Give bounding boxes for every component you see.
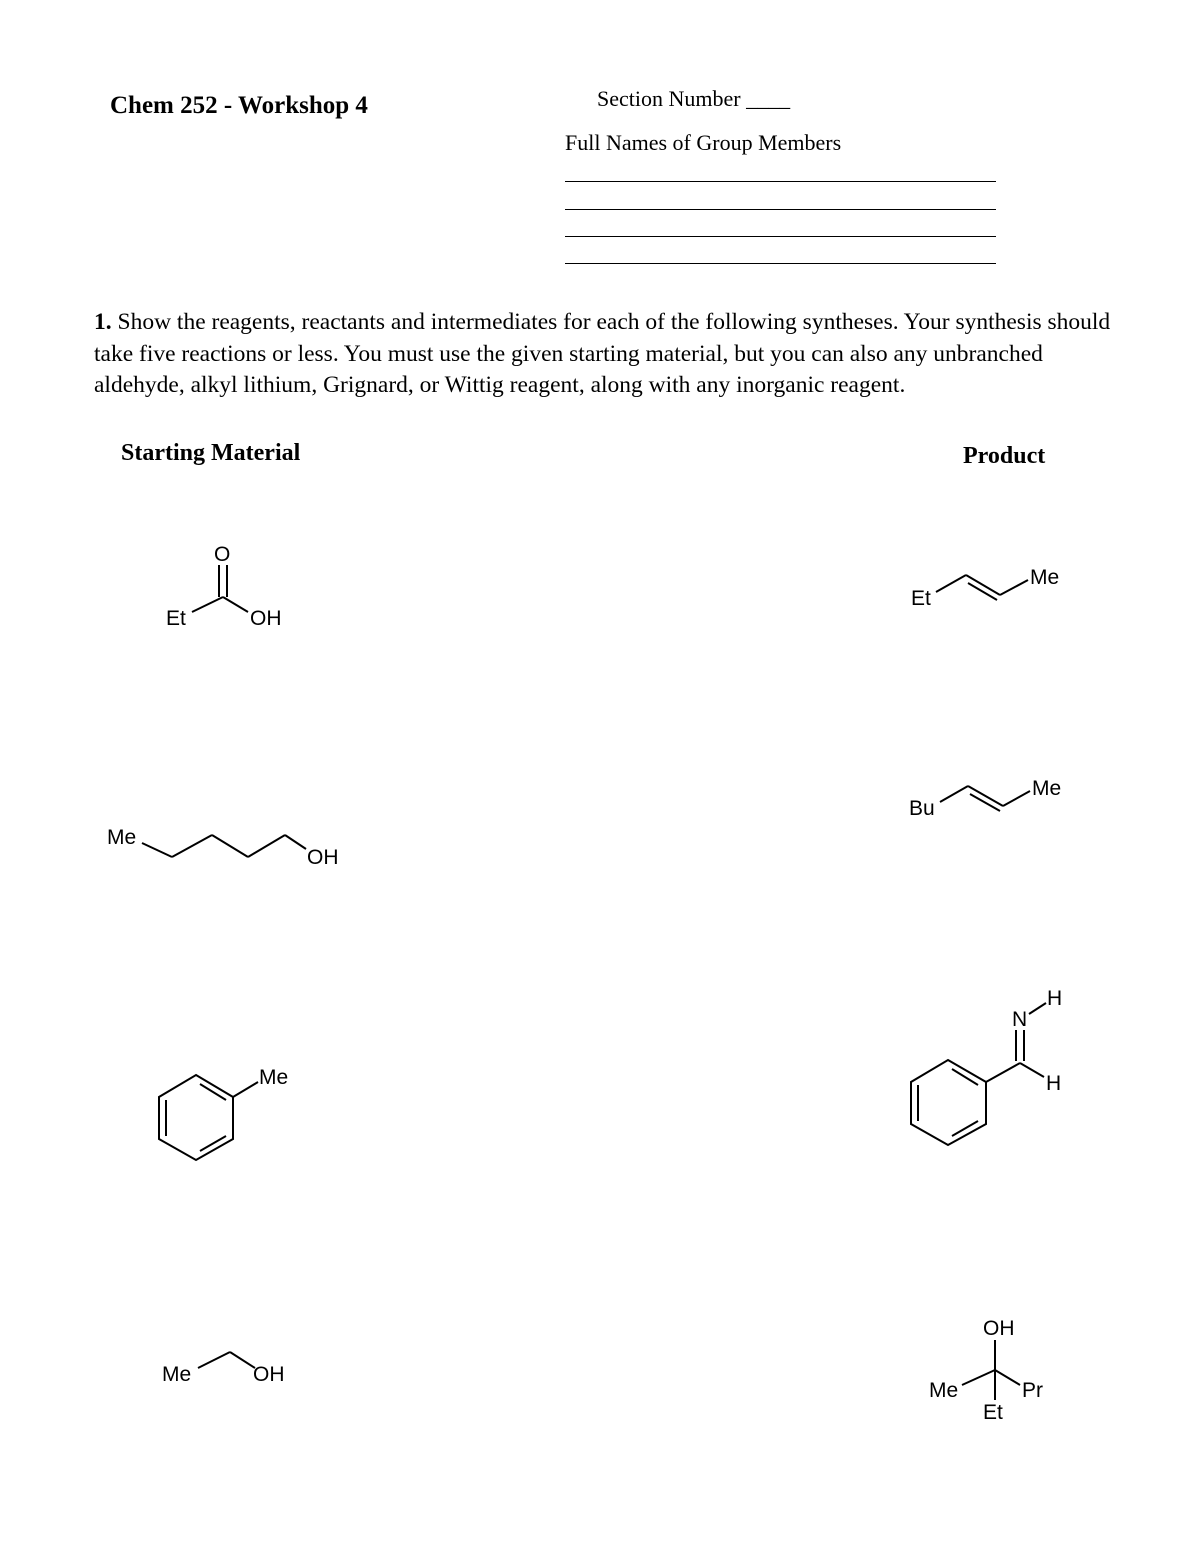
group-members-label: Full Names of Group Members: [565, 130, 842, 155]
atom-label-et: Et: [911, 587, 931, 610]
atom-label-et: Et: [166, 607, 186, 630]
bond: [995, 1370, 1020, 1385]
atom-label-n: N: [1012, 1008, 1028, 1031]
atom-label-oh: OH: [250, 607, 282, 630]
question-number: 1.: [94, 309, 112, 335]
atom-label-et: Et: [983, 1401, 1003, 1424]
atom-label-me: Me: [1030, 566, 1060, 589]
atom-label-me: Me: [259, 1066, 289, 1089]
starting-material-header: Starting Material: [121, 440, 301, 466]
atom-label-pr: Pr: [1022, 1379, 1043, 1402]
atom-label-oh: OH: [253, 1363, 285, 1386]
atom-label-me: Me: [1032, 777, 1062, 800]
atom-label-h-bottom: H: [1046, 1072, 1062, 1095]
atom-label-h-top: H: [1047, 987, 1063, 1010]
atom-label-me: Me: [107, 826, 137, 849]
product-header: Product: [963, 443, 1046, 469]
atom-label-bu: Bu: [909, 797, 935, 820]
question-text: Show the reagents, reactants and intermediates for each of the following syntheses. Your synthesis should take five reactions or less. You must use the given starting material, but you can also any unbranched aldehyde, alkyl lithium, Grignard, or Wittig reagent, along with any inorganic reagent.: [94, 309, 1111, 398]
worksheet-title: Chem 252 - Workshop 4: [110, 92, 368, 119]
atom-label-me: Me: [162, 1363, 192, 1386]
atom-label-oh: OH: [307, 846, 339, 869]
atom-label-o: O: [214, 543, 231, 566]
atom-label-me: Me: [929, 1379, 959, 1402]
section-number-field[interactable]: Section Number ____: [597, 86, 791, 111]
atom-label-oh: OH: [983, 1317, 1015, 1340]
bond: [962, 1370, 995, 1385]
